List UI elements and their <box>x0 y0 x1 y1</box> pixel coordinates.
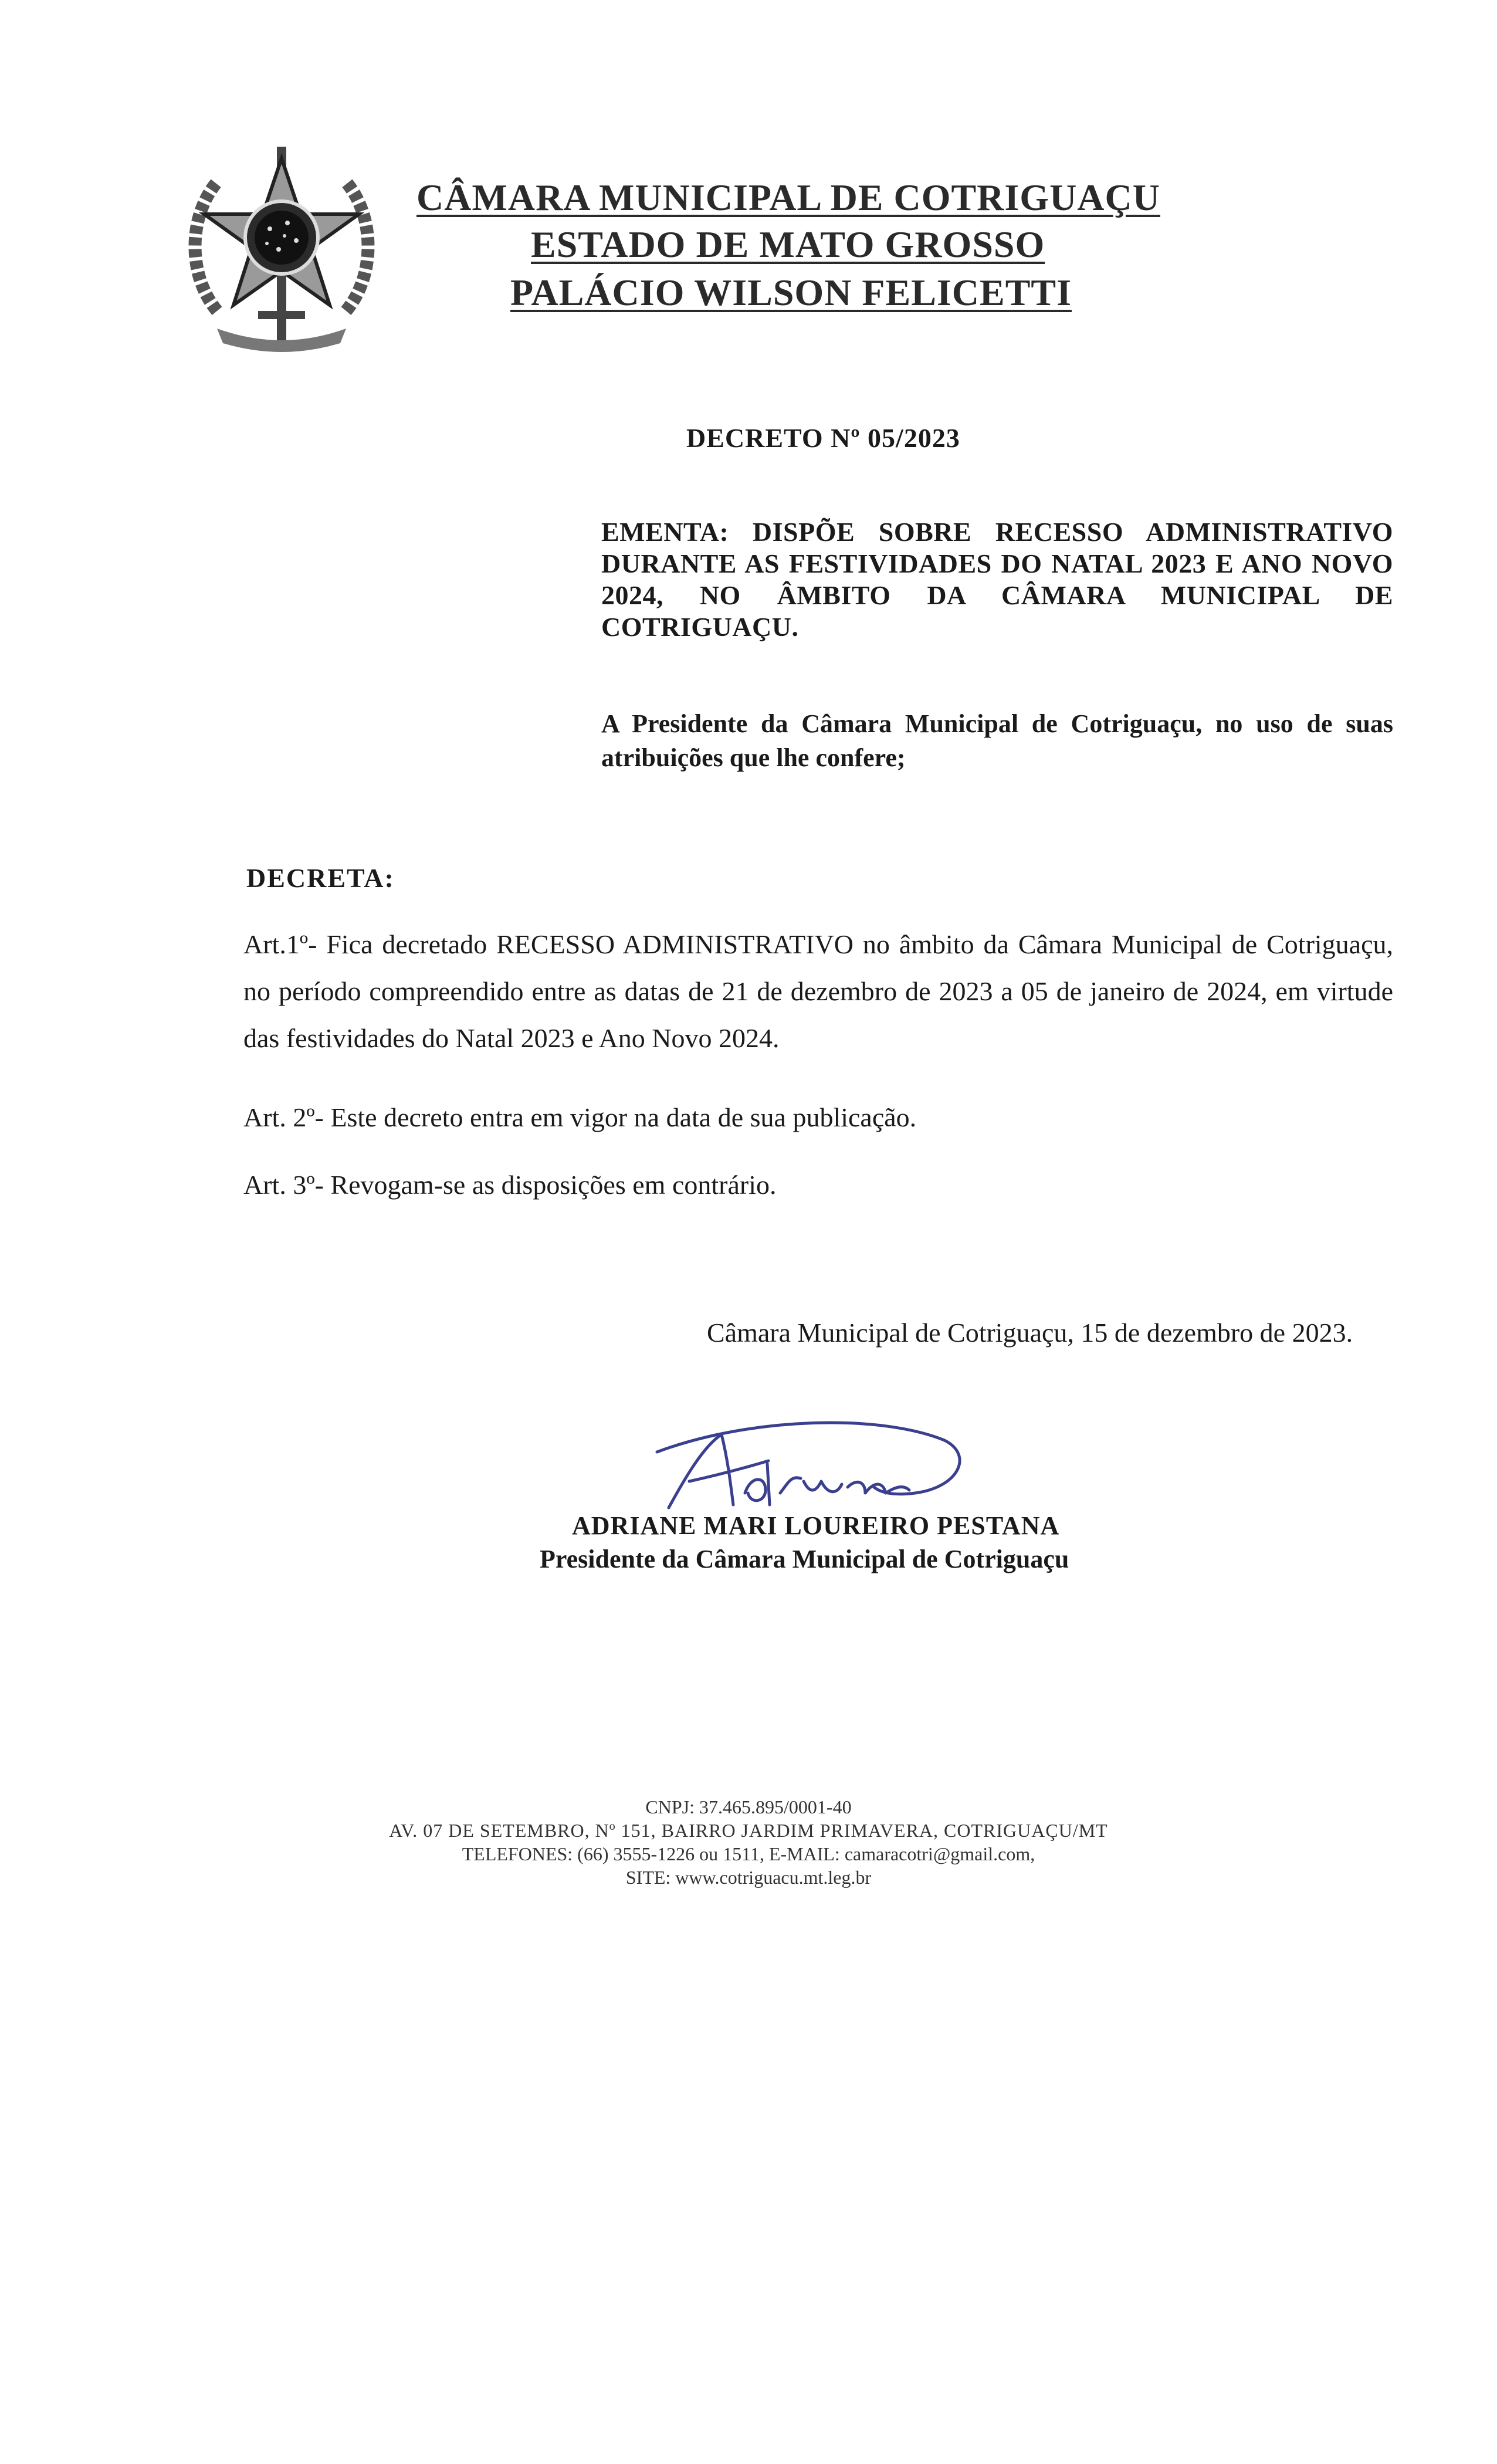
decreta-label: DECRETA: <box>246 863 395 893</box>
header-line-palace: PALÁCIO WILSON FELICETTI <box>510 272 1072 313</box>
decree-title: DECRETO Nº 05/2023 <box>686 423 960 453</box>
header-line-chamber: CÂMARA MUNICIPAL DE COTRIGUAÇU <box>416 177 1160 218</box>
article-2: Art. 2º- Este decreto entra em vigor na data de sua publicação. <box>243 1102 917 1132</box>
footer-site: SITE: www.cotriguacu.mt.leg.br <box>625 1867 872 1888</box>
article-3: Art. 3º- Revogam-se as disposições em contrário. <box>243 1170 777 1200</box>
footer-cnpj: CNPJ: 37.465.895/0001-40 <box>645 1796 852 1817</box>
header-line-state: ESTADO DE MATO GROSSO <box>531 224 1045 265</box>
footer-address: AV. 07 DE SETEMBRO, Nº 151, BAIRRO JARDIM PRIMAVERA, COTRIGUAÇU/MT <box>389 1820 1108 1841</box>
signatory-role: Presidente da Câmara Municipal de Cotriguaçu <box>540 1545 1069 1573</box>
decree-preamble: A Presidente da Câmara Municipal de Cotriguaçu, no uso de suas atribuições que lhe confere; <box>601 709 1393 772</box>
handwritten-signature <box>634 1405 985 1517</box>
signatory-name: ADRIANE MARI LOUREIRO PESTANA <box>572 1511 1060 1540</box>
decree-ementa: EMENTA: DISPÕE SOBRE RECESSO ADMINISTRATIVO DURANTE AS FESTIVIDADES DO NATAL 2023 E ANO NOVO 2024, NO ÂMBITO DA CÂMARA MUNICIPAL DE COTRIGUAÇU. <box>601 517 1393 642</box>
place-and-date: Câmara Municipal de Cotriguaçu, 15 de dezembro de 2023. <box>707 1318 1353 1348</box>
article-1: Art.1º- Fica decretado RECESSO ADMINISTRATIVO no âmbito da Câmara Municipal de Cotriguaçu, no período compreendido entre as datas de 21 de dezembro de 2023 a 05 de janeiro de 2024, em virtude das festividades do Natal 2023 e Ano Novo 2024. <box>243 929 1393 1053</box>
footer-phones-email: TELEFONES: (66) 3555-1226 ou 1511, E-MAIL: camaracotri@gmail.com, <box>462 1843 1035 1864</box>
brazil-coat-of-arms-icon <box>176 135 387 358</box>
